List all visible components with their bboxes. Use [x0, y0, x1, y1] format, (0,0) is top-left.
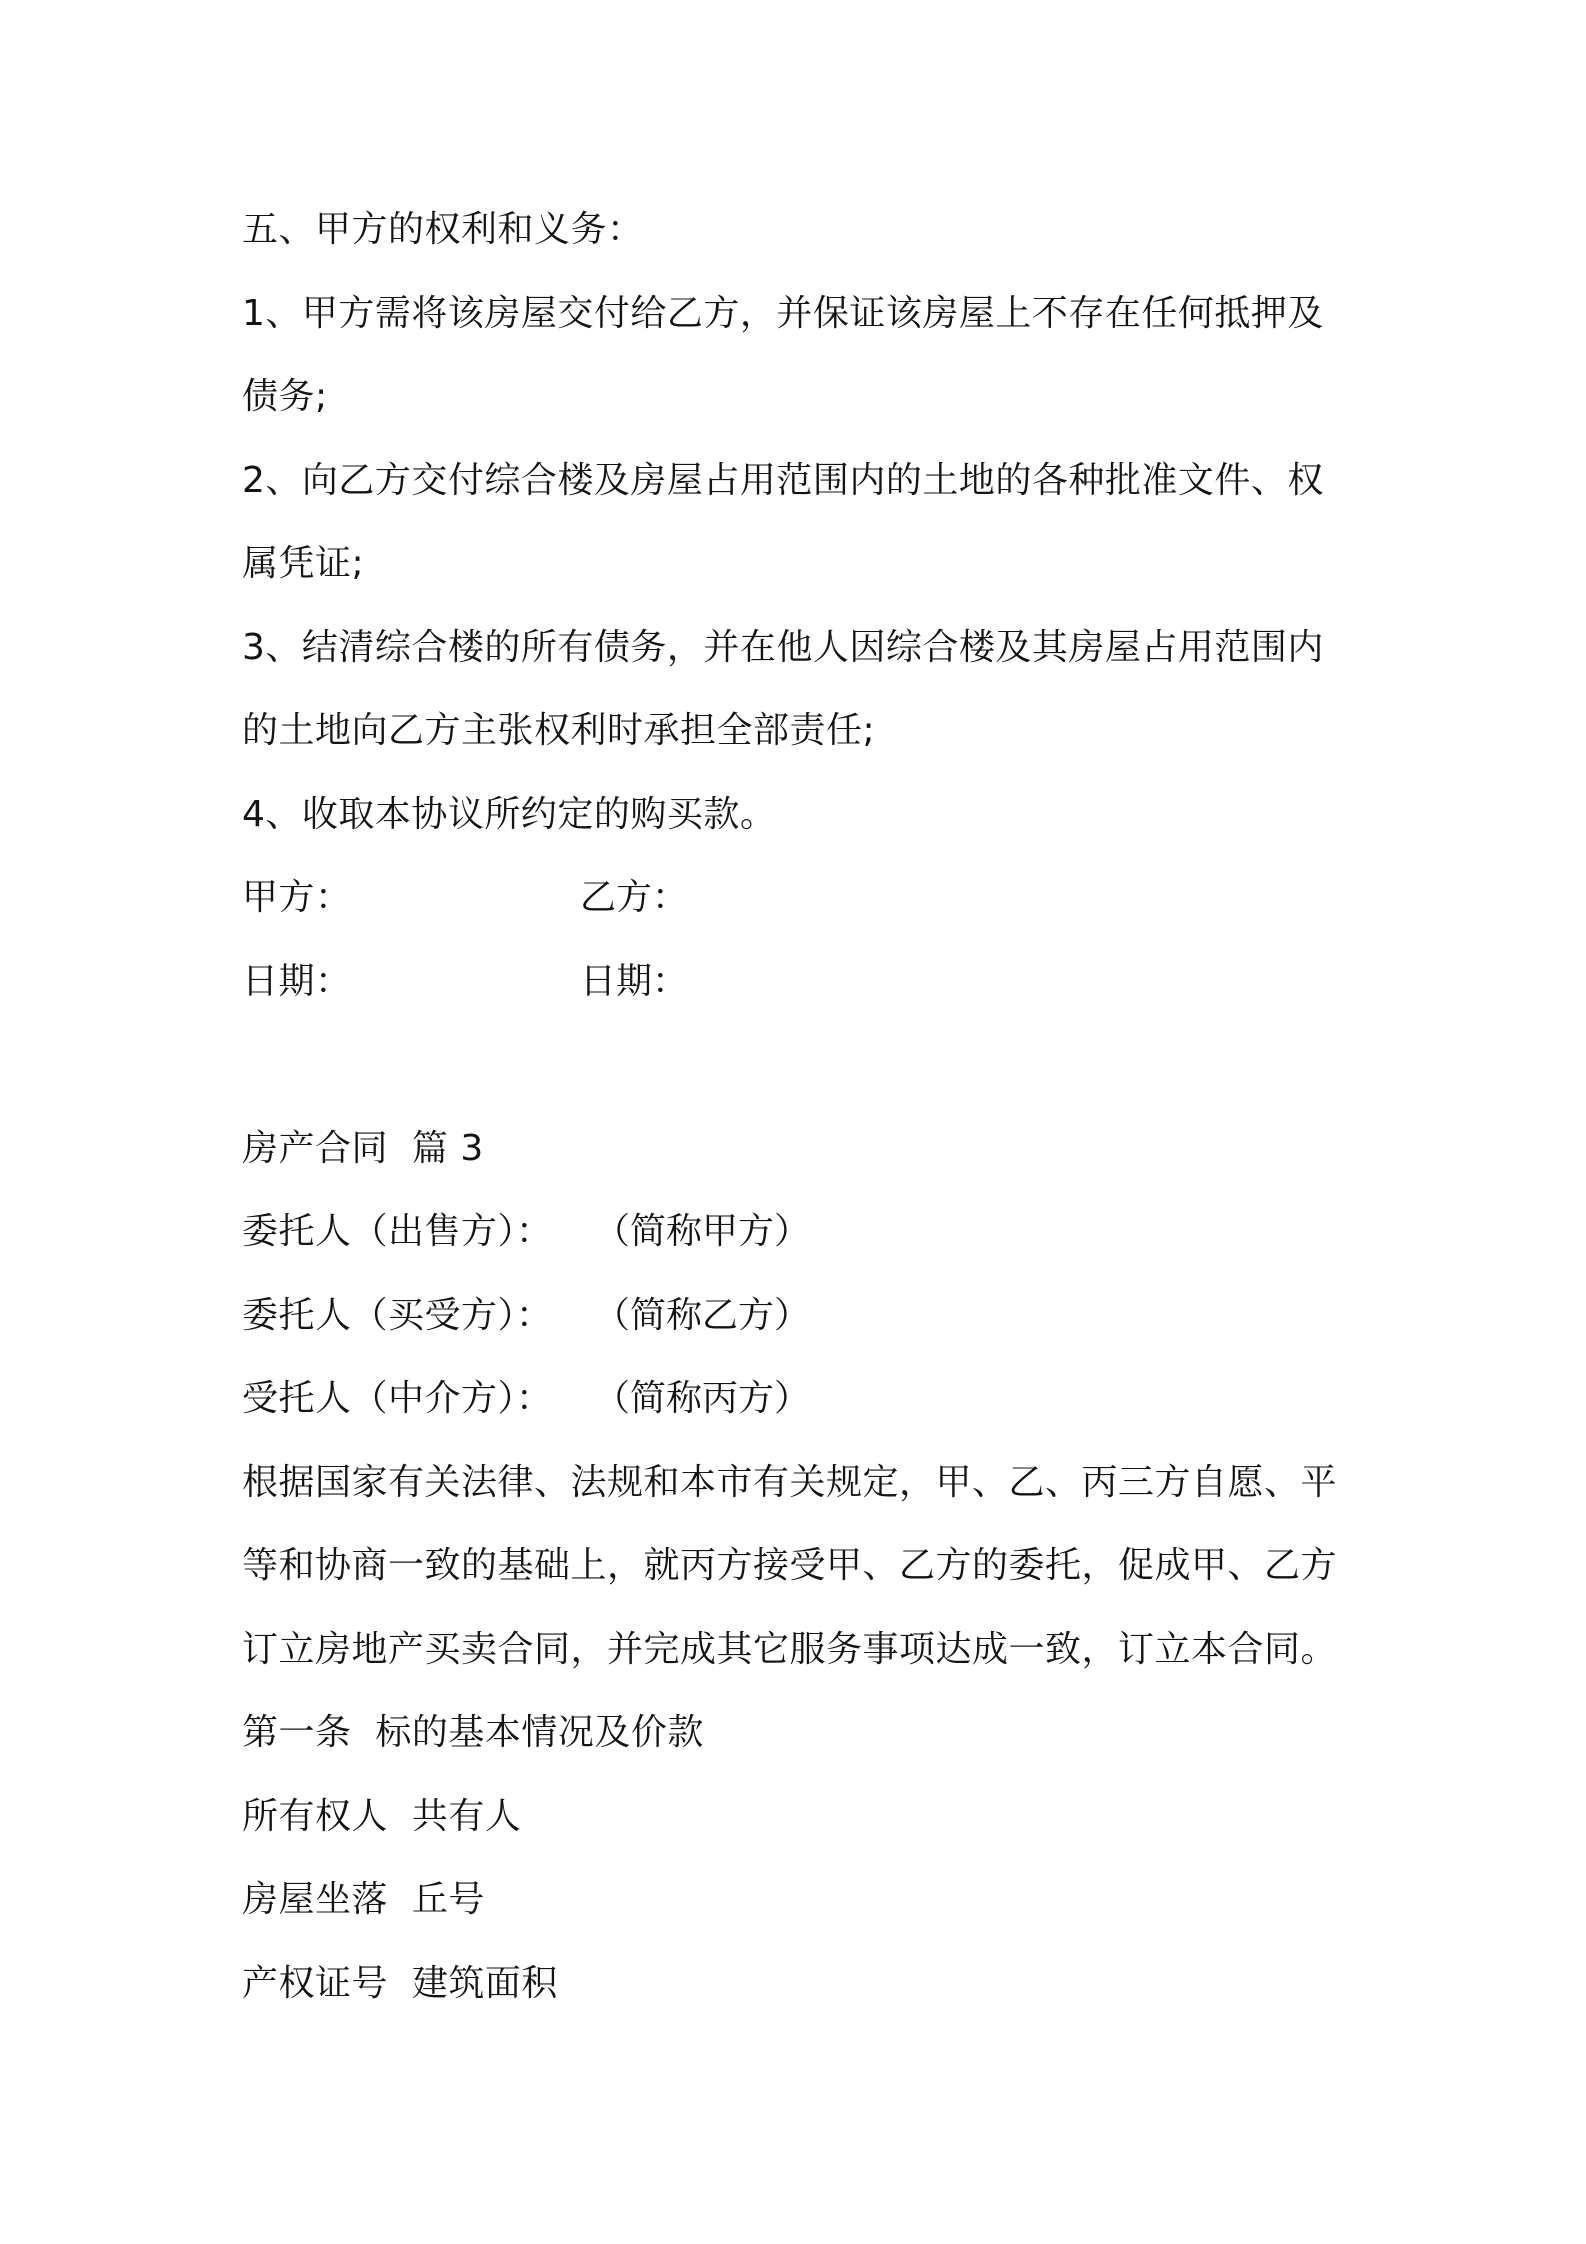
item-2-line-1: 2、向乙方交付综合楼及房屋占用范围内的土地的各种批准文件、权 — [242, 460, 1324, 501]
preamble-line-1: 根据国家有关法律、法规和本市有关规定，甲、乙、丙三方自愿、平 — [242, 1462, 1338, 1503]
owner-row: 所有权人 共有人 — [242, 1796, 522, 1837]
section-5-heading: 五、甲方的权利和义务： — [242, 209, 644, 250]
contract-3-title: 房产合同 篇 3 — [242, 1128, 484, 1169]
certificate-row: 产权证号 建筑面积 — [242, 1963, 558, 2004]
agent-abbr: （简称丙方） — [594, 1378, 811, 1419]
principal-buyer-label: 委托人（买受方）： — [242, 1295, 553, 1336]
party-a-date-label: 日期： — [242, 961, 352, 1002]
agent-label: 受托人（中介方）： — [242, 1378, 553, 1419]
preamble-line-2: 等和协商一致的基础上，就丙方接受甲、乙方的委托，促成甲、乙方 — [242, 1545, 1338, 1586]
party-a-signature-label: 甲方： — [242, 877, 352, 918]
item-3-line-1: 3、结清综合楼的所有债务，并在他人因综合楼及其房屋占用范围内 — [242, 627, 1324, 668]
party-b-date-label: 日期： — [580, 961, 689, 1002]
principal-seller-label: 委托人（出售方）： — [242, 1211, 553, 1252]
item-1-line-1: 1、甲方需将该房屋交付给乙方，并保证该房屋上不存在任何抵押及 — [242, 293, 1324, 334]
item-4: 4、收取本协议所约定的购买款。 — [242, 794, 777, 835]
principal-seller-abbr: （简称甲方） — [594, 1211, 811, 1252]
principal-buyer-abbr: （简称乙方） — [594, 1295, 811, 1336]
item-3-line-2: 的土地向乙方主张权利时承担全部责任; — [242, 710, 876, 751]
item-1-line-2: 债务; — [242, 376, 328, 417]
article-1-heading: 第一条 标的基本情况及价款 — [242, 1712, 704, 1753]
item-2-line-2: 属凭证; — [242, 543, 365, 584]
party-b-signature-label: 乙方： — [580, 877, 689, 918]
location-row: 房屋坐落 丘号 — [242, 1879, 485, 1920]
preamble-line-3: 订立房地产买卖合同，并完成其它服务事项达成一致，订立本合同。 — [242, 1629, 1338, 1670]
